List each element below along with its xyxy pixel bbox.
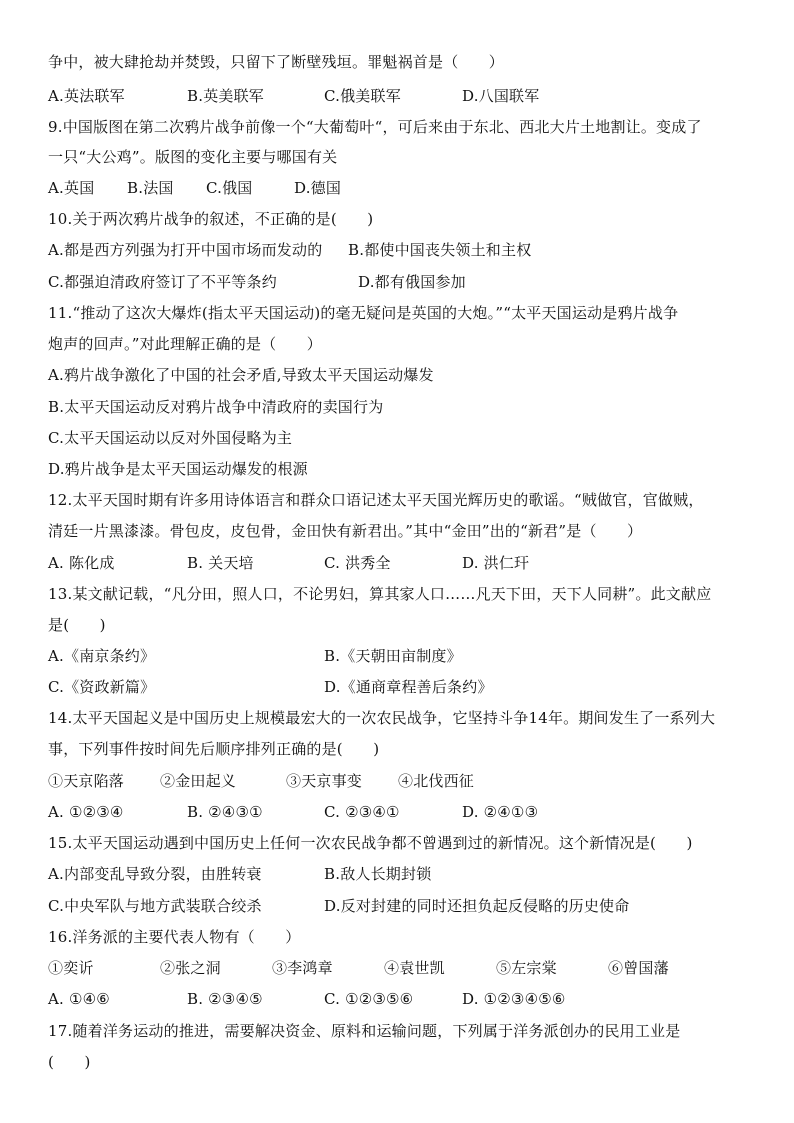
option-d: D. 洪仁玕 bbox=[462, 554, 530, 572]
question-14-stem: 14.太平天国起义是中国历史上规模最宏大的一次农民战争，它坚持斗争14年。期间发生了一系列大 bbox=[48, 709, 716, 727]
event-item: ①天京陷落 bbox=[48, 772, 125, 790]
option-a: A. 陈化成 bbox=[48, 554, 115, 572]
option-b: B. ②④③① bbox=[187, 803, 263, 821]
option-d: D. ②④①③ bbox=[462, 803, 539, 821]
option-d: D. ①②③④⑤⑥ bbox=[462, 990, 566, 1008]
option-d: D.《通商章程善后条约》 bbox=[324, 678, 493, 696]
question-15-stem: 15.太平天国运动遇到中国历史上任何一次农民战争都不曾遇到过的新情况。这个新情况是( ) bbox=[48, 834, 693, 852]
option-a: A.《南京条约》 bbox=[48, 647, 156, 665]
option-a: A.都是西方列强为打开中国市场而发动的 bbox=[48, 241, 323, 259]
person-item: ①奕䜣 bbox=[48, 959, 94, 977]
question-13-stem: 13.某文献记载，“凡分田，照人口，不论男妇，算其家人口……凡天下田，天下人同耕”。此文献应 bbox=[48, 585, 712, 603]
option-c: C.《资政新篇》 bbox=[48, 678, 156, 696]
option-c: C.都强迫清政府签订了不平等条约 bbox=[48, 273, 277, 291]
option-b: B. 关天培 bbox=[187, 554, 254, 572]
event-item: ②金田起义 bbox=[160, 772, 237, 790]
option-b: B.敌人长期封锁 bbox=[324, 865, 432, 883]
question-17-stem-cont: ( ) bbox=[48, 1053, 91, 1071]
option-b: B.都使中国丧失领土和主权 bbox=[348, 241, 532, 259]
option-a: A. ①②③④ bbox=[48, 803, 124, 821]
question-16-stem: 16.洋务派的主要代表人物有（ ） bbox=[48, 928, 301, 946]
option-d: D.八国联军 bbox=[462, 87, 540, 105]
event-item: ③天京事变 bbox=[286, 772, 363, 790]
option-c: C.太平天国运动以反对外国侵略为主 bbox=[48, 429, 293, 447]
question-14-stem-cont: 事，下列事件按时间先后顺序排列正确的是( ) bbox=[48, 740, 380, 758]
option-c: C. 洪秀全 bbox=[324, 554, 391, 572]
option-a: A.英法联军 bbox=[48, 87, 125, 105]
person-item: ⑥曾国藩 bbox=[608, 959, 669, 977]
question-9-stem-cont: 一只“大公鸡”。版图的变化主要与哪国有关 bbox=[48, 148, 338, 166]
option-c: C.中央军队与地方武装联合绞杀 bbox=[48, 897, 262, 915]
option-b: B.太平天国运动反对鸦片战争中清政府的卖国行为 bbox=[48, 398, 384, 416]
option-a: A.内部变乱导致分裂，由胜转衰 bbox=[48, 865, 262, 883]
person-item: ⑤左宗棠 bbox=[496, 959, 557, 977]
option-c: C.俄国 bbox=[206, 179, 253, 197]
option-a: A. ①④⑥ bbox=[48, 990, 110, 1008]
person-item: ④袁世凯 bbox=[384, 959, 445, 977]
option-d: D.德国 bbox=[294, 179, 342, 197]
question-11-stem-cont: 炮声的回声。”对此理解正确的是（ ） bbox=[48, 335, 322, 353]
question-12-stem: 12.太平天国时期有许多用诗体语言和群众口语记述太平天国光辉历史的歌谣。“贼做官，官做贼， bbox=[48, 491, 704, 509]
option-d: D.都有俄国参加 bbox=[358, 273, 466, 291]
question-8-stem: 争中，被大肆抢劫并焚毁，只留下了断壁残垣。罪魁祸首是（ ） bbox=[48, 53, 505, 71]
option-a: A.英国 bbox=[48, 179, 95, 197]
option-d: D.反对封建的同时还担负起反侵略的历史使命 bbox=[324, 897, 630, 915]
person-item: ②张之洞 bbox=[160, 959, 221, 977]
question-13-stem-cont: 是( ) bbox=[48, 616, 106, 634]
option-c: C.俄美联军 bbox=[324, 87, 401, 105]
question-17-stem: 17.随着洋务运动的推进，需要解决资金、原料和运输问题，下列属于洋务派创办的民用工业是 bbox=[48, 1022, 681, 1040]
question-11-stem: 11.“推动了这次大爆炸(指太平天国运动)的毫无疑问是英国的大炮。”“太平天国运动是鸦片战争 bbox=[48, 304, 679, 322]
option-a: A.鸦片战争激化了中国的社会矛盾,导致太平天国运动爆发 bbox=[48, 366, 434, 384]
question-9-stem: 9.中国版图在第二次鸦片战争前像一个“大葡萄叶“，可后来由于东北、西北大片土地割让。变成了 bbox=[48, 118, 702, 136]
option-b: B.《天朝田亩制度》 bbox=[324, 647, 462, 665]
option-b: B.法国 bbox=[127, 179, 174, 197]
option-c: C. ②③④① bbox=[324, 803, 400, 821]
option-c: C. ①②③⑤⑥ bbox=[324, 990, 414, 1008]
person-item: ③李鸿章 bbox=[272, 959, 333, 977]
question-10-stem: 10.关于两次鸦片战争的叙述，不正确的是( ) bbox=[48, 210, 374, 228]
option-b: B. ②③④⑤ bbox=[187, 990, 263, 1008]
question-12-stem-cont: 清廷一片黑漆漆。骨包皮，皮包骨，金田快有新君出。”其中“金田”出的“新君”是（ ） bbox=[48, 522, 643, 540]
option-b: B.英美联军 bbox=[187, 87, 264, 105]
option-d: D.鸦片战争是太平天国运动爆发的根源 bbox=[48, 460, 308, 478]
event-item: ④北伐西征 bbox=[398, 772, 475, 790]
